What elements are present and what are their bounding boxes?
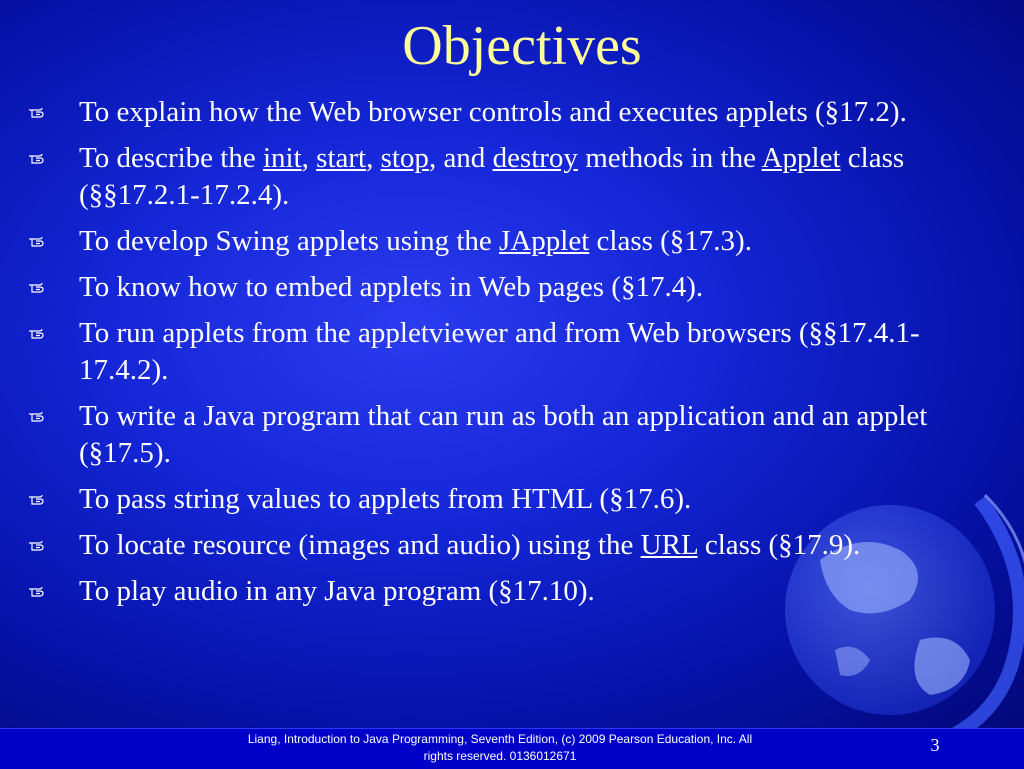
list-item (24, 398, 999, 472)
bullet-text: To develop Swing applets using the (79, 225, 500, 257)
footer-line-1: Liang, Introduction to Java Programming, Seventh Edition, (c) 2009 Pearson Education, Inc. All (247, 732, 753, 746)
pointing-hand-icon (28, 584, 46, 598)
bullet-text: methods in the (577, 142, 762, 174)
pointing-hand-icon (28, 492, 46, 506)
bullet-text: , and (428, 142, 493, 174)
pointing-hand-icon (28, 234, 46, 248)
bullet-text: , (366, 142, 381, 174)
stop-link[interactable]: stop (380, 142, 429, 174)
list-item (24, 269, 999, 306)
pointing-hand-icon (28, 409, 46, 423)
bullet-text: , (301, 142, 317, 174)
japplet-link[interactable]: JApplet (499, 225, 590, 257)
list-item (24, 573, 999, 610)
pointing-hand-icon (28, 326, 46, 340)
bullet-text: To run applets from the appletviewer and from Web browsers (§§17.4.1-17.4.2). (79, 317, 920, 386)
init-link[interactable]: init (262, 142, 302, 174)
bullet-text: To locate resource (images and audio) using the (79, 529, 641, 561)
pointing-hand-icon (28, 151, 46, 165)
footer-bar (0, 728, 1024, 769)
pointing-hand-icon (28, 105, 46, 119)
slide-title: Objectives (402, 15, 642, 77)
page-number: 3 (930, 735, 940, 755)
list-item (24, 94, 999, 131)
footer-copyright (190, 731, 810, 765)
bullet-text: To play audio in any Java program (§17.10). (79, 575, 595, 607)
bullet-text: To pass string values to applets from HTML (§17.6). (79, 483, 692, 515)
list-item (24, 140, 999, 214)
destroy-link[interactable]: destroy (492, 142, 578, 174)
bullet-text: To know how to embed applets in Web pages (§17.4). (79, 271, 704, 303)
list-item (24, 223, 999, 260)
objectives-list (24, 94, 999, 619)
bullet-text: To write a Java program that can run as both an application and an applet (§17.5). (79, 400, 928, 469)
url-link[interactable]: URL (640, 529, 698, 561)
bullet-text: class (§17.9). (697, 529, 861, 561)
list-item (24, 481, 999, 518)
footer-line-2: rights reserved. 0136012671 (423, 749, 577, 763)
pointing-hand-icon (28, 280, 46, 294)
start-link[interactable]: start (316, 142, 367, 174)
bullet-text: To explain how the Web browser controls and executes applets (§17.2). (79, 96, 907, 128)
list-item (24, 315, 999, 389)
bullet-text: To describe the (79, 142, 263, 174)
pointing-hand-icon (28, 538, 46, 552)
bullet-text: class (§§17.2.1-17.2.4). (79, 142, 905, 211)
bullet-text: class (§17.3). (589, 225, 752, 257)
list-item (24, 527, 999, 564)
applet-link[interactable]: Applet (761, 142, 841, 174)
